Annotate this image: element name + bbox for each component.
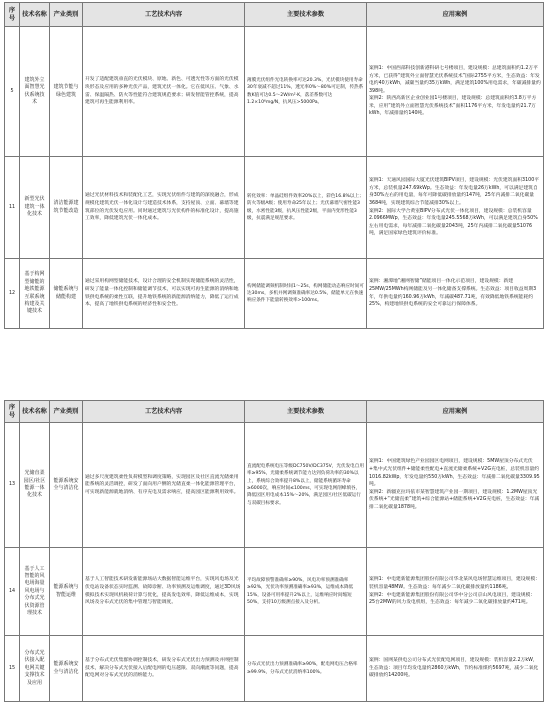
application-cases: 案例1：中国建筑绿色产业园园区电网项目，建设规模：5MW屋顶分布式光伏+集中式光伏组件+储能柔性配电+直流光储柔系统+V2G充电桩，总装机容量约1016.82kWp，年发电量约550万kWh，生态效益：年减排二氧化碳量3309.95吨。 案例2：新疆克拉玛依市某智慧建筑产业园一期项目，建设规模：1.2MW屋顶光伏系统+“光储直柔”建筑+综合能源站+储能系统+V2G充电桩，生态效益：年减排二氧化碳量1878吨。 — [367, 423, 544, 548]
header-no: 序号 — [5, 3, 20, 27]
header-tech-name: 技术名称 — [20, 401, 50, 423]
process-content: 通过多尺度建筑柔性负荷模型和调度策略，实现园区及社区直流光储柔用能系统的灵活调控，研发了面向用户侧的光储直柔一体化能源管理平台，可实现新能源就地消纳、有序充电及需求响应，提高园区能源利用效率。 — [83, 423, 245, 548]
header-process-content: 工艺技术内容 — [83, 3, 245, 27]
tech-params: 转化效率：单晶硅组件效率20%以上，彩色16.8%以上；防火等级A级；使用寿命25年以上；光伏幕墙气密性能3级，水密性能3级，抗风压性能2级，平面内变形性能3级，抗震满足规范要求。 — [245, 157, 367, 259]
header-row — [5, 3, 544, 27]
process-content: 基于人工智能技术研发新能源场站大数据智能运维平台，实现风电场及光伏电站设备状态实时监测、故障诊断、功率预测及运维调度，通过3D风场模拟技术实现风机载荷计算与优化，提高发电效率，降低运维成本，实现风场及分布式光伏的集中管理与智能调度。 — [83, 548, 245, 636]
process-content: 通过光伏材料技术和装配化工艺，实现光伏组件与建筑的深度融合，形成规模化建筑光伏一体化设计与建造技术体系，支持屋顶、立面、幕墙等建筑部位的光伏发电应用。同时通过建筑与光伏构件的标准化设计，提高施工效率，降低建筑光伏一体化成本。 — [83, 157, 245, 259]
tech-params: 平均故障预警准确率≥90%，风电功率预测准确率≥92%，光伏功率预测准确率≥93%，运维成本降低15%，设备可用率提升2%以上，运维响应时间缩短50%，支持10万级测点接入及分析。 — [245, 548, 367, 636]
table-row — [5, 423, 544, 548]
tech-params: 薄膜光伏组件光电转换率可达20.3%，光伏模块使用寿命30年衰减不超过11%，透光率0%～80%可定制，传热系数K值可达0.5～2W/m²·K，落差系数可达1.2×10⁶mg/N，抗风压>5000Pa。 — [245, 27, 367, 157]
tech-params: 构网储能调频机制时间1～25s，构网储能动态响应时间可达30ms，多机并网调频准确率达0.5%，储能单元在快速响应条件下能量转换效率>100ms。 — [245, 259, 367, 329]
table-row — [5, 157, 544, 259]
header-category: 产业类别 — [50, 3, 83, 27]
industry-category: 储能系统与储能构建 — [50, 259, 83, 329]
header-cases: 应用案例 — [367, 3, 544, 27]
header-tech-name: 技术名称 — [20, 3, 50, 27]
tech-params: 直流配电系统电压等级DC750V/DC375V，光伏发电自用率≥95%，光储柔系统调节能力达到负荷功率的30%以上，系统综合效率提升8%以上，储能系统循环寿命≥6000次，响应时间≤100ms，可实现电网削峰填谷，降低园区用电成本15%～20%，满足园区/社区低碳运行与双碳目标要求。 — [245, 423, 367, 548]
row-number: 12 — [5, 259, 20, 329]
industry-category: 能源系统安全与清洁化 — [50, 636, 83, 702]
header-row — [5, 401, 544, 423]
header-tech-params: 主要技术参数 — [245, 3, 367, 27]
industry-category: 建筑节能与绿色建筑 — [50, 27, 83, 157]
tech-name: 分布式光伏接入配电网关键支撑技术及应用 — [20, 636, 50, 702]
row-number: 13 — [5, 423, 20, 548]
tech-name: 基于人工智能的风电场海量风电场与分布式光伏资源管理技术 — [20, 548, 50, 636]
tech-name: 新型光伏建筑一体化技术 — [20, 157, 50, 259]
industry-category: 清洁能源建筑节能改造 — [50, 157, 83, 259]
application-cases: 案例1：天通风园国际大厦光伏建筑BIPV项目，建设规模：光伏建筑面积3100平方米，总装机量247.69kWp。生态效益：年发电量26万kWh，可以满足建筑自身30%左右的用电量，每年可降低碳排放量约147吨，25年内减排二氧化碳量3684吨，实现建筑综合节能减排30%以上。 案例2：国际大学合黄室BIPV分布式光伏一体化项目，建设规模：总装机容量2.0966MWp，生态效益：年发电量245.5568万kWh，可以满足建筑自身50%左右用电需求，每年减排二氧化碳量2043吨，25年内减排二氧化碳量51076吨，满足国家绿色建筑评价标准。 — [367, 157, 544, 259]
table-row — [5, 548, 544, 636]
row-number: 11 — [5, 157, 20, 259]
application-cases: 案例1：中电建新能源集团股份有限公司华北某风电场智慧运维项目，建设规模：装机容量48MW。生态效益：每年减少二氧化碳排放量约1186吨。 案例2：中电建新能源集团股份有限公司华中分公司京山风电项目，建设规模：25台2MW的风力发电机组，生态效益：每年减少二氧化碳排放量约471吨。 — [367, 548, 544, 636]
tech-name: 建筑外立面智慧光伏系统技术 — [20, 27, 50, 157]
application-cases: 案例：湘潭地“湘网智储”储能项目一体化示范项目，建设规模：新建25MW/25MWh构网储能及另一体化储备支撑系统。生态效益：项目收益周期3年，年供电量约160.96万kWh，年减碳487.71吨，有效降低地铁系统能耗约25%，构建地铁供电系统的安全可靠运行保障体系。 — [367, 259, 544, 329]
table-row — [5, 259, 544, 329]
header-tech-params: 主要技术参数 — [245, 401, 367, 423]
process-content: 基于分布式光伏集群协调控制技术，研发分布式光伏出力预测及并网控制技术，解决分布式光伏接入后配电网的电压越限、双向潮流等问题，提高配电网对分布式光伏的消纳能力。 — [83, 636, 245, 702]
technology-table-top — [4, 2, 544, 329]
header-cases: 应用案例 — [367, 401, 544, 423]
table-row — [5, 636, 544, 702]
header-no: 序号 — [5, 401, 20, 423]
row-number: 5 — [5, 27, 20, 157]
table-row — [5, 27, 544, 157]
technology-table-bottom — [4, 400, 544, 702]
application-cases: 案例：国网某供电公司分布式光伏配电网项目，建设规模：装机容量2.2万kW，生态效益：项目年均发电量约2860万kWh，节约标准煤约5697吨，减少二氧化碳排放约14200吨。 — [367, 636, 544, 702]
process-content: 开发了适配建筑垂直的光伏模块、原地、新色、可透光性等方面的光伏模块形态及应用的多种光伏产品，建筑光伏一体化。它在低风压、气象、水雷、保温隔热、防火等性能符合建筑规范要求；研发智能管控系统，提高建筑可再生能源利用率。 — [83, 27, 245, 157]
header-category: 产业类别 — [50, 401, 83, 423]
row-number: 15 — [5, 636, 20, 702]
tech-name: 光储直柔园区/社区能源一体化技术 — [20, 423, 50, 548]
row-number: 14 — [5, 548, 20, 636]
tech-name: 基于构网型储能的地铁能源互联系统构建及关键技术 — [20, 259, 50, 329]
header-process-content: 工艺技术内容 — [83, 401, 245, 423]
industry-category: 能源系统安全与清洁化 — [50, 423, 83, 548]
industry-category: 能源系统与智能运维 — [50, 548, 83, 636]
process-content: 通过采用构网型储能技术，设计合理的安全机制实现储能系统的灵活性，研发了能量一体化控制和储能调节技术，可以实现可再生能源的消纳和地铁供电系统的柔性互联，提升地铁系统的新能源消纳能力，降低了运行成本，提高了地铁供电系统的经济性和安全性。 — [83, 259, 245, 329]
tech-params: 分布式光伏出力预测准确率≥90%，配电网电压合格率≥99.9%，分布式光伏消纳率100%。 — [245, 636, 367, 702]
application-cases: 案例1：中国西部科技创新港科研七号楼项目，建设规模：总建筑面积约1.2万平方米，已获得“建筑外立面智慧光伏系统技术”国际2755平方米，生态效益：年发电约40万kWh，减碳当量约35万kWh，满足建筑100%用电需求，年碳减排量约398吨。 案例2：陕西高新区企业创业园1号楼项目，建设规模：总建筑面积约3.8万平方米，应用“建筑外立面智慧光伏系统技术”面积1176平方米，年发电量约21.7万kWh，年减排量约140吨。 — [367, 27, 544, 157]
